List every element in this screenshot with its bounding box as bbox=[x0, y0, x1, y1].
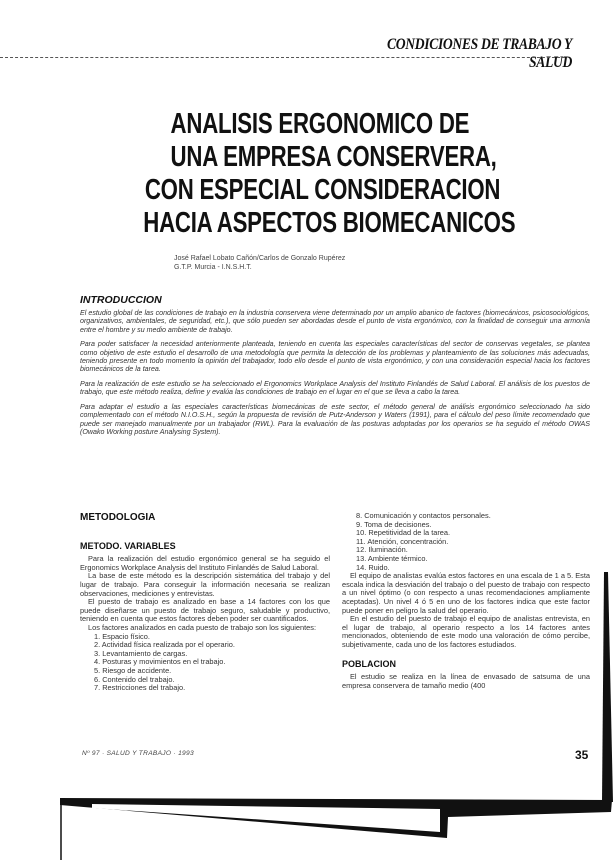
intro-paragraph: Para la realización de este estudio se ha seleccionado el Ergonomics Workplace Analysis del Instituto Finlandés de Salud Laboral. El análisis de los puestos de trabajo, que este método realiza, define y evalúa las condiciones de trabajo en el lugar en el que se lleva a cabo la tarea. bbox=[80, 380, 590, 397]
intro-paragraph: Para poder satisfacer la necesidad anteriormente planteada, teniendo en cuenta las especiales características del sector de conservas vegetales, se plantea como objetivo de este estudio el desarrollo de una metodología que permita la detección de los problemas y planteamiento de las soluciones más adecuadas, teniendo presente en todo momento la opinión del trabajador, todo ello desde el punto de vista ergonómico, y con una consideración especial hacia los factores biomecánicos de la tarea. bbox=[80, 340, 590, 374]
right-column bbox=[342, 512, 590, 690]
factors-list-right bbox=[342, 512, 590, 572]
intro-paragraph: El estudio global de las condiciones de trabajo en la industria conservera viene determinado por un amplio abanico de factores (biomecánicos, psicosociológicos, organizativos, ambientales, de seguridad, etc.), que sólo pueden ser abordadas desde el punto de vista ergonómico, con la finalidad de conseguir una armonía entre el hombre y su medio ambiente de trabajo. bbox=[80, 309, 590, 334]
left-column bbox=[80, 514, 330, 693]
page-number: 35 bbox=[575, 748, 589, 762]
factor-item: 7. Restricciones del trabajo. bbox=[94, 683, 186, 693]
author-names: José Rafael Lobato Cañón/Carlos de Gonzalo Rupérez bbox=[174, 255, 346, 262]
factor-item: 3. Levantamiento de cargas. bbox=[94, 648, 188, 658]
body-paragraph: El estudio se realiza en la línea de envasado de satsuma de una empresa conservera de tamaño medio (400 bbox=[342, 672, 590, 690]
running-header: CONDICIONES DE TRABAJO Y SALUD bbox=[387, 36, 572, 71]
author-affiliation: G.T.P. Murcia - I.N.S.H.T. bbox=[174, 264, 252, 271]
body-paragraph: En el estudio del puesto de trabajo el equipo de analistas entrevista, en el lugar de trabajo, al operario respecto a los 14 factores antes mencionados, obteniendo de este modo una valoración de cómo percibe, subjetivamente, cada uno de los factores estudiados. bbox=[342, 614, 590, 649]
scan-border-bottom-inner bbox=[92, 804, 440, 832]
body-paragraph: La base de este método es la descripción sistemática del trabajo y del lugar de trabajo. Para conseguir la información necesaria se realizan observaciones, mediciones y entrevistas. bbox=[80, 571, 330, 598]
body-paragraph: Para la realización del estudio ergonómico general se ha seguido el Ergonomics Workplace Analysis del Instituto Finlandés de Salud Laboral. bbox=[80, 554, 330, 572]
authors-block bbox=[174, 254, 345, 272]
factors-list-left bbox=[80, 633, 330, 693]
title-line: ANALISIS ERGONOMICO DE bbox=[170, 108, 470, 140]
factor-item: 6. Contenido del trabajo. bbox=[94, 674, 175, 684]
article-title bbox=[130, 108, 516, 240]
body-paragraph: El puesto de trabajo es analizado en base a 14 factores con los que puede diseñarse un puesto de trabajo seguro, saludable y productivo, teniendo en cuenta que estos factores deben poder ser cuantificados. bbox=[80, 597, 330, 624]
intro-paragraph: Para adaptar el estudio a las especiales características biomecánicas de este sector, el método general de análisis ergonómico seleccionado ha sido complementado con el método N.I.O.S.H., según la propuesta de revisión de Putz-Anderson y Waters (1991), para el cálculo del peso límite recomendado que puede ser manejado manualmente por un trabajador (RWL). Para la evaluación de las posturas adoptadas por los operarios se ha seguido el método OWAS (Owako Working posture Analysing System). bbox=[80, 403, 590, 437]
introduccion-body bbox=[80, 309, 590, 443]
factor-item: 4. Posturas y movimientos en el trabajo. bbox=[94, 657, 226, 667]
poblacion-heading: POBLACION bbox=[342, 658, 396, 669]
body-paragraph: Los factores analizados en cada puesto de trabajo son los siguientes: bbox=[88, 622, 317, 632]
scan-border-right bbox=[602, 572, 613, 802]
factor-item: 5. Riesgo de accidente. bbox=[94, 665, 172, 675]
metodo-variables-heading: METODO. VARIABLES bbox=[80, 540, 176, 551]
introduccion-heading: INTRODUCCION bbox=[80, 294, 162, 306]
factor-item: 10. Repetitividad de la tarea. bbox=[356, 528, 451, 538]
factor-item: 8. Comunicación y contactos personales. bbox=[356, 511, 491, 520]
metodologia-heading: METODOLOGIA bbox=[80, 512, 156, 523]
header-rule bbox=[0, 57, 565, 58]
title-line: UNA EMPRESA CONSERVERA, bbox=[170, 141, 497, 173]
factor-item: 9. Toma de decisiones. bbox=[356, 519, 432, 529]
body-paragraph: El equipo de analistas evalúa estos factores en una escala de 1 a 5. Esta escala indica la desviación del trabajo o del puesto de trabajo con respecto a un nivel óptimo (o con respecto a unas recomendaciones ampliamente aceptadas). Un nivel 4 ó 5 en uno de los factores indica que este factor puede poner en peligro la salud del operario. bbox=[342, 571, 590, 615]
factor-item: 12. Iluminación. bbox=[356, 545, 408, 555]
title-line: CON ESPECIAL CONSIDERACION bbox=[144, 174, 501, 206]
title-line: HACIA ASPECTOS BIOMECANICOS bbox=[143, 207, 516, 239]
scan-border-bottom bbox=[60, 798, 612, 838]
factor-item: 13. Ambiente térmico. bbox=[356, 553, 428, 563]
factor-item: 2. Actividad física realizada por el operario. bbox=[94, 640, 235, 650]
factor-item: 14. Ruido. bbox=[356, 562, 390, 572]
footer-publication: Nº 97 · SALUD Y TRABAJO · 1993 bbox=[82, 750, 194, 757]
factor-item: 11. Atención, concentración. bbox=[356, 536, 449, 546]
factor-item: 1. Espacio físico. bbox=[94, 631, 150, 641]
